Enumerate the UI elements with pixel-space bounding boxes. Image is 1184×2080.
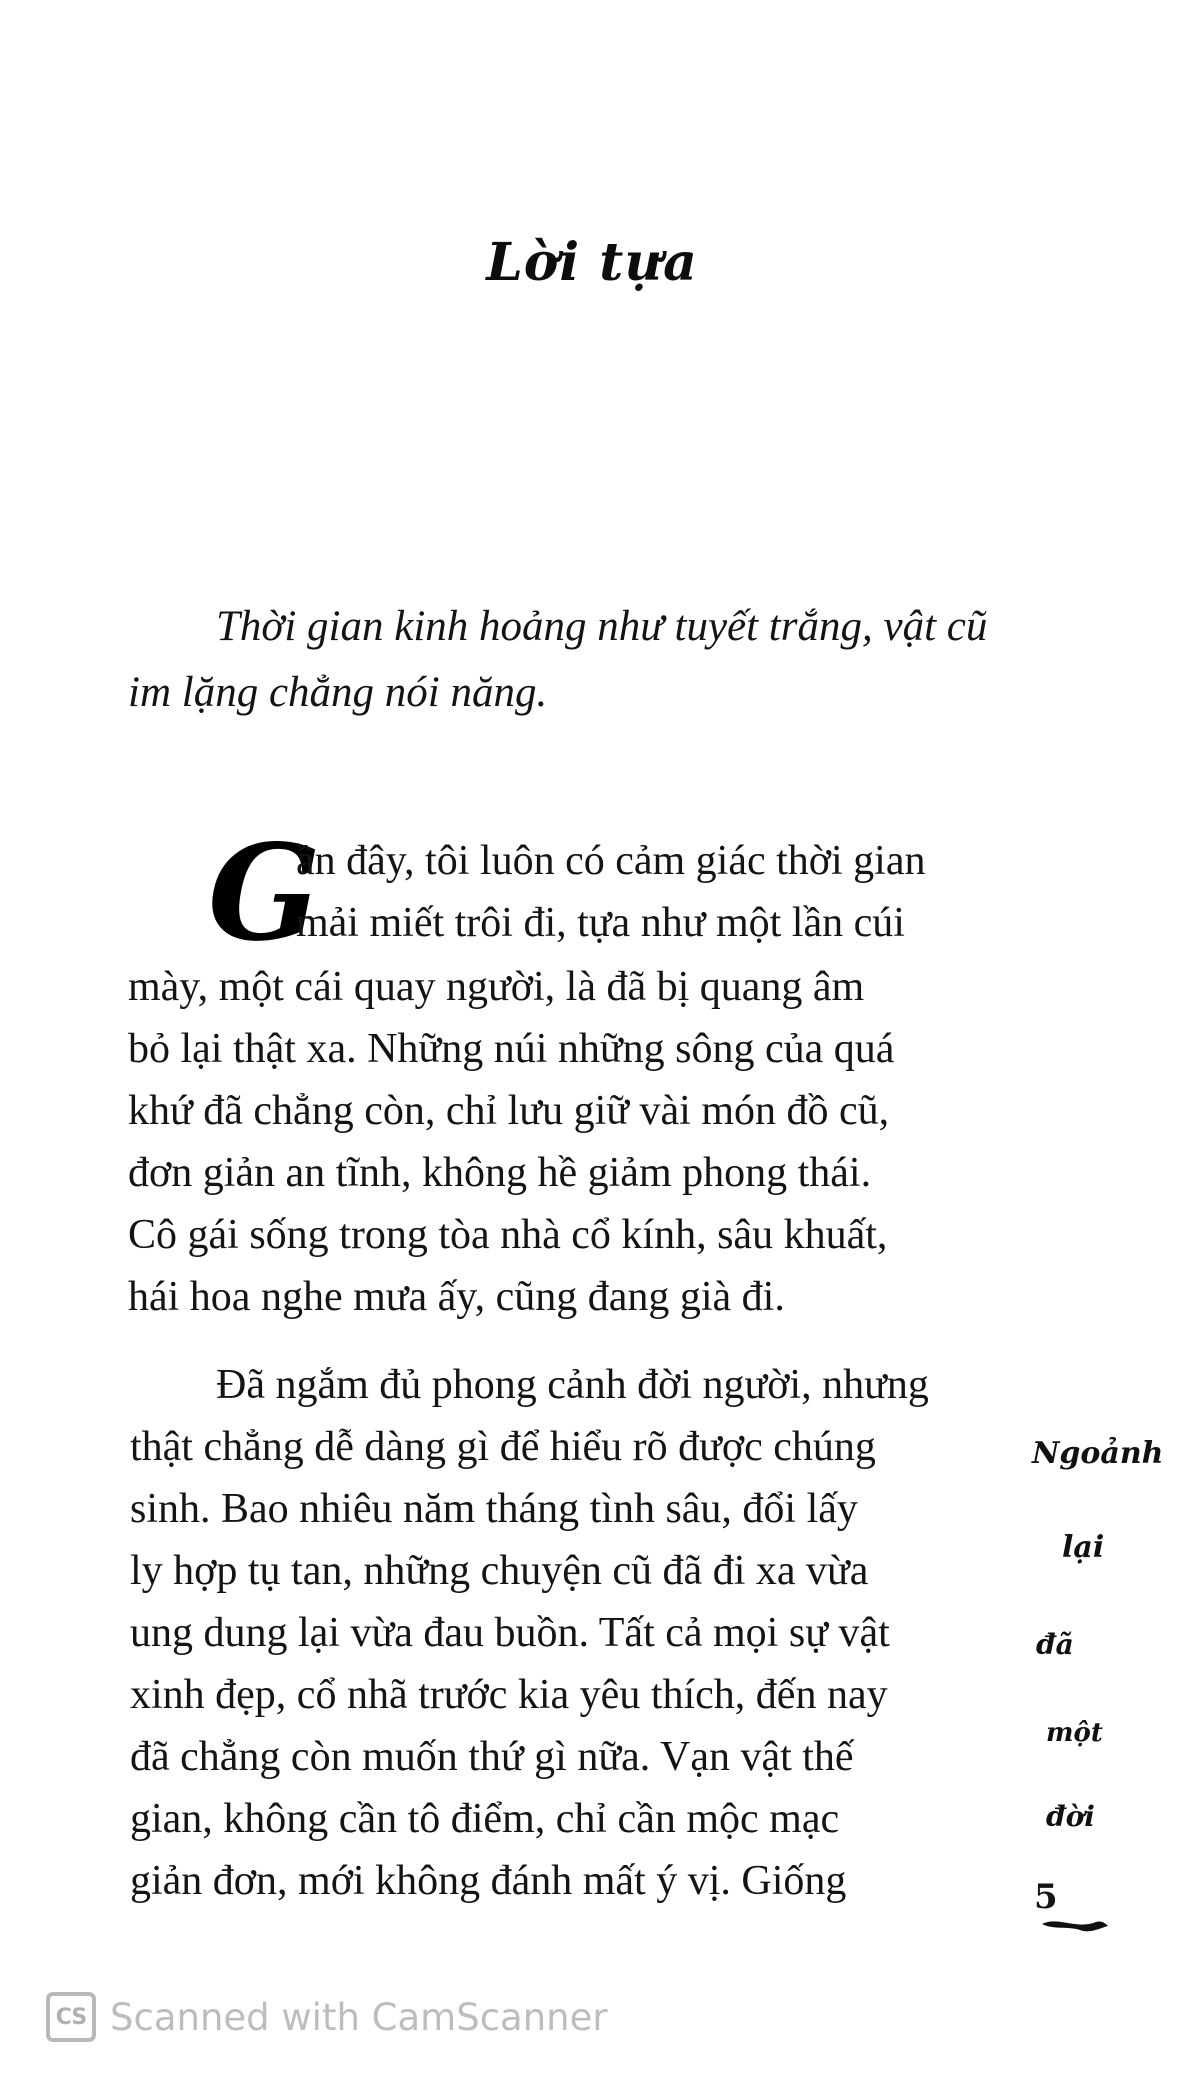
scan-watermark xyxy=(46,1990,608,2044)
text-line: khứ đã chẳng còn, chỉ lưu giữ vài món đồ cũ, xyxy=(128,1088,890,1134)
text-line: ung dung lại vừa đau buồn. Tất cả mọi sự vật xyxy=(130,1610,890,1656)
text-line: xinh đẹp, cổ nhã trước kia yêu thích, đến nay xyxy=(130,1672,888,1718)
text-line: đơn giản an tĩnh, không hề giảm phong thái. xyxy=(128,1150,872,1196)
text-line: đã chẳng còn muốn thứ gì nữa. Vạn vật thế xyxy=(130,1734,854,1780)
margin-note: một xyxy=(1046,1718,1103,1748)
text-line: mải miết trôi đi, tựa như một lần cúi xyxy=(296,900,905,946)
text-line: bỏ lại thật xa. Những núi những sông của quá xyxy=(128,1026,895,1072)
text-line: thật chẳng dễ dàng gì để hiểu rõ được chúng xyxy=(130,1424,876,1470)
margin-note: lại xyxy=(1062,1530,1105,1565)
chapter-title: Lời tựa xyxy=(486,232,698,293)
margin-note: đời xyxy=(1046,1800,1095,1833)
text-line: gian, không cần tô điểm, chỉ cần mộc mạc xyxy=(130,1796,840,1842)
text-line: Cô gái sống trong tòa nhà cổ kính, sâu khuất, xyxy=(128,1212,888,1258)
page-number: 5 xyxy=(1034,1877,1058,1917)
margin-note: Ngoảnh xyxy=(1032,1436,1164,1471)
text-line: Đã ngắm đủ phong cảnh đời người, nhưng xyxy=(216,1362,929,1408)
flourish-icon xyxy=(1040,1914,1110,1938)
text-line: ly hợp tụ tan, những chuyện cũ đã đi xa vừa xyxy=(130,1548,869,1594)
epigraph xyxy=(128,594,1008,726)
text-line: sinh. Bao nhiêu năm tháng tình sâu, đổi lấy xyxy=(130,1486,858,1532)
drop-cap: G xyxy=(208,816,321,971)
camscanner-logo-icon: CS xyxy=(46,1992,96,2042)
text-line: ần đây, tôi luôn có cảm giác thời gian xyxy=(296,838,926,884)
text-line: mày, một cái quay người, là đã bị quang âm xyxy=(128,964,865,1010)
epigraph-line: Thời gian kinh hoảng như tuyết trắng, vật cũ xyxy=(216,603,988,650)
margin-note: đã xyxy=(1036,1628,1074,1661)
epigraph-line: im lặng chẳng nói năng. xyxy=(128,669,548,716)
text-line: hái hoa nghe mưa ấy, cũng đang già đi. xyxy=(128,1274,785,1320)
watermark-text: Scanned with CamScanner xyxy=(110,1995,608,2039)
text-line: giản đơn, mới không đánh mất ý vị. Giống xyxy=(130,1858,847,1904)
